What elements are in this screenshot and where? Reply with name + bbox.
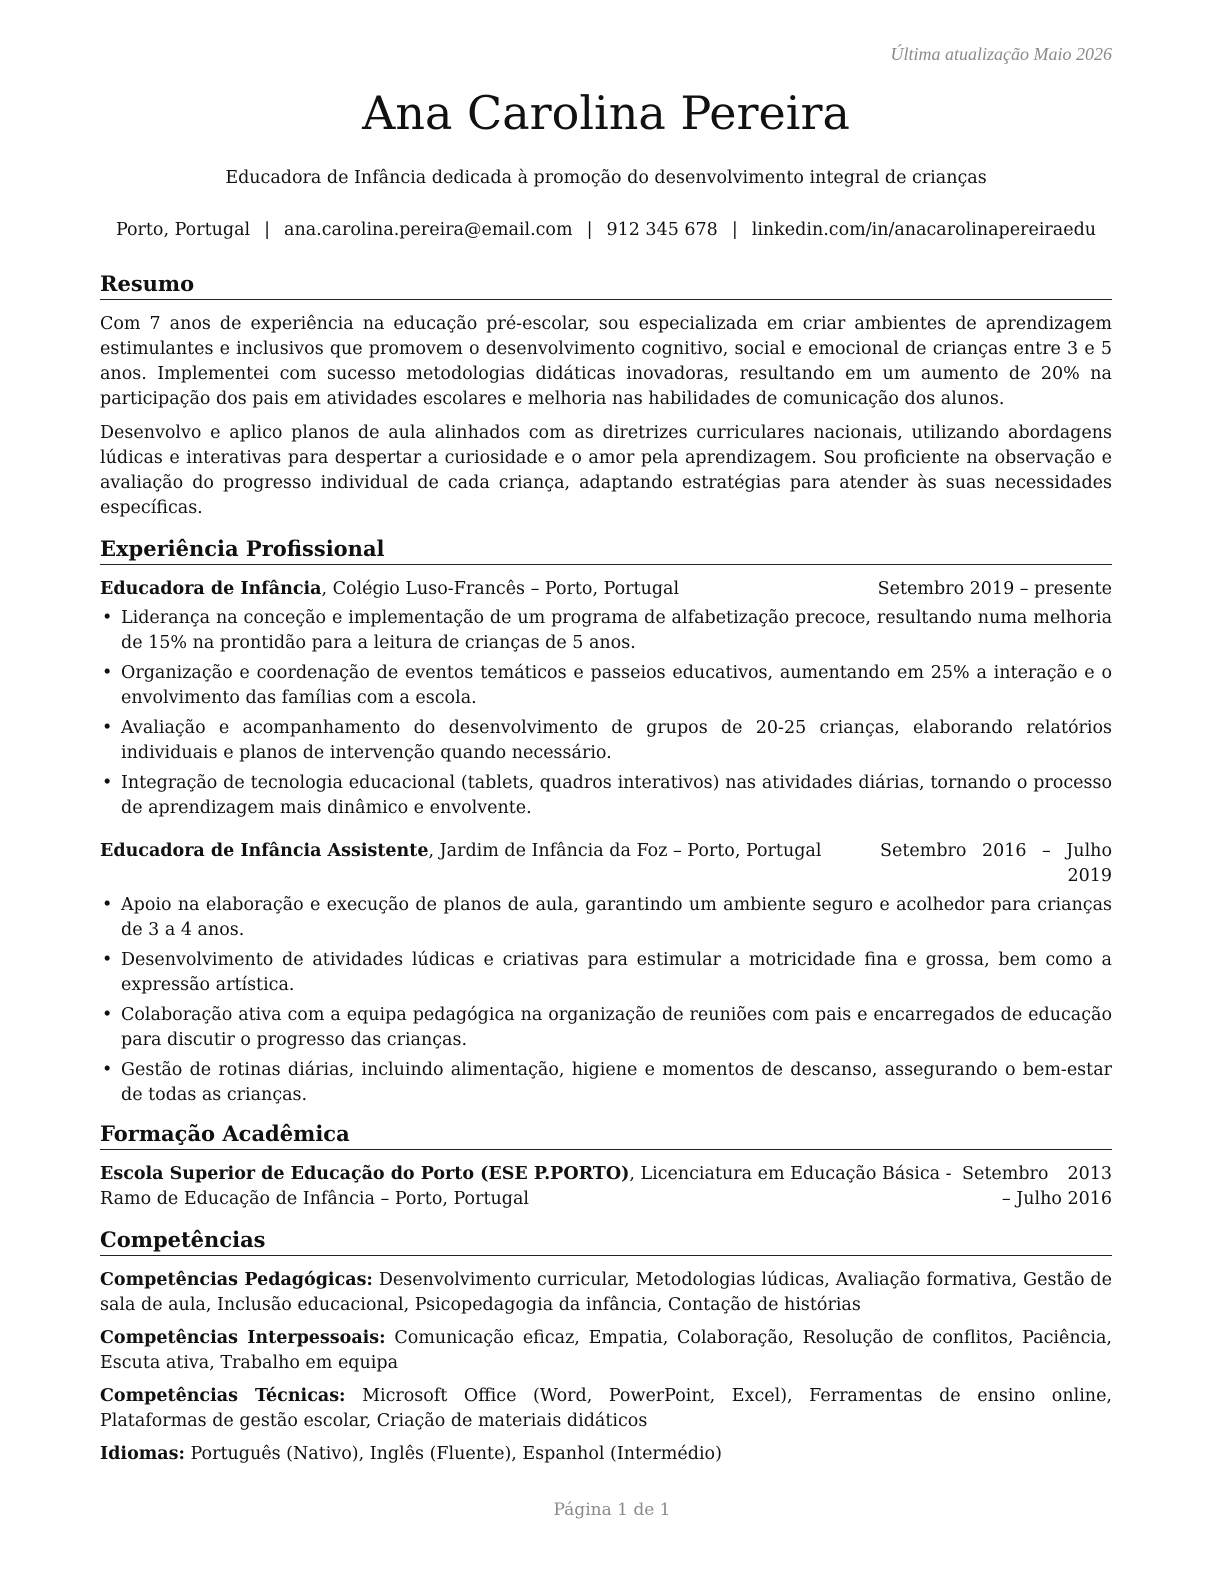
- skill-row: [100, 1326, 1112, 1376]
- job-title-line: [100, 577, 878, 602]
- skill-label: Idiomas:: [100, 1444, 185, 1464]
- skill-row: [100, 1268, 1112, 1318]
- list-item: • Apoio na elaboração e execução de planos de aula, garantindo um ambiente seguro e acolhedor para crianças de 3 a 4 anos.: [100, 893, 1112, 943]
- job-role: Educadora de Infância: [100, 579, 322, 599]
- skill-value: Português (Nativo), Inglês (Fluente), Espanhol (Intermédio): [184, 1444, 722, 1464]
- job-bullets: [100, 606, 1112, 821]
- skill-label: Competências Técnicas:: [100, 1386, 346, 1406]
- section-title-skills: Competências: [100, 1226, 1112, 1256]
- job-org: , Jardim de Infância da Foz – Porto, Portugal: [428, 841, 822, 861]
- list-item: • Desenvolvimento de atividades lúdicas e criativas para estimular a motricidade fina e grossa, bem como a expressão artística.: [100, 948, 1112, 998]
- contact-linkedin[interactable]: linkedin.com/in/anacarolinapereiraedu: [751, 220, 1097, 240]
- candidate-name: Ana Carolina Pereira: [362, 86, 850, 140]
- skill-value: Comunicação eficaz, Empatia, Colaboração, Resolução de conflitos, Paciência, Escuta ativa, Trabalho em equipa: [100, 1328, 1112, 1373]
- job-header: [100, 839, 1112, 889]
- contact-separator: |: [586, 220, 593, 240]
- job-dates: Setembro 2016 – Julho 2019: [880, 841, 1112, 886]
- job-org: , Colégio Luso-Francês – Porto, Portugal: [321, 579, 680, 599]
- contact-location: Porto, Portugal: [115, 220, 251, 240]
- education-degree: , Licenciatura em Educação Básica - Ramo de Educação de Infância – Porto, Portugal: [100, 1164, 952, 1209]
- section-title-education: Formação Acadêmica: [100, 1120, 1112, 1150]
- job-header: [100, 577, 1112, 602]
- section-title-experience: Experiência Profissional: [100, 535, 1112, 565]
- skill-row: [100, 1442, 1112, 1467]
- job-dates: Setembro 2019 – presente: [877, 579, 1112, 599]
- summary-paragraph: Com 7 anos de experiência na educação pré-escolar, sou especializada em criar ambientes de aprendizagem estimulantes e inclusivos que promovem o desenvolvimento cognitivo, social e emocional de crianças entre 3 e 5 anos. Implementei com sucesso metodologias didáticas inovadoras, resultando em um aumento de 20% na participação dos pais em atividades escolares e melhoria nas habilidades de comunicação dos alunos.: [100, 314, 1112, 409]
- skill-label: Competências Pedagógicas:: [100, 1270, 373, 1290]
- list-item: • Avaliação e acompanhamento do desenvolvimento de grupos de 20-25 crianças, elaborando relatórios individuais e planos de intervenção quando necessário.: [100, 716, 1112, 766]
- list-item: • Colaboração ativa com a equipa pedagógica na organização de reuniões com pais e encarregados de educação para discutir o progresso das crianças.: [100, 1003, 1112, 1053]
- section-title-summary: Resumo: [100, 270, 1112, 300]
- education-entry: [100, 1162, 1112, 1212]
- last-updated: Última atualização Maio 2026: [890, 44, 1112, 64]
- list-item: • Gestão de rotinas diárias, incluindo alimentação, higiene e momentos de descanso, assegurando o bem-estar de todas as crianças.: [100, 1058, 1112, 1108]
- education-dates: Setembro 2013 – Julho 2016: [962, 1164, 1112, 1209]
- skill-value: Desenvolvimento curricular, Metodologias lúdicas, Avaliação formativa, Gestão de sala de aula, Inclusão educacional, Psicopedagogia da infância, Contação de histórias: [100, 1270, 1112, 1315]
- tagline: Educadora de Infância dedicada à promoção do desenvolvimento integral de crianças: [225, 168, 987, 188]
- skill-label: Competências Interpessoais:: [100, 1328, 386, 1348]
- education-school: Escola Superior de Educação do Porto (ESE P.PORTO): [100, 1164, 630, 1184]
- summary-paragraph: Desenvolvo e aplico planos de aula alinhados com as diretrizes curriculares nacionais, utilizando abordagens lúdicas e interativas para despertar a curiosidade e o amor pela aprendizagem. Sou proficiente na observação e avaliação do progresso individual de cada criança, adaptando estratégias para atender às suas necessidades específicas.: [100, 423, 1112, 518]
- page-number: Página 1 de 1: [553, 1500, 671, 1520]
- resume-body: [100, 270, 1112, 1475]
- contact-line: [100, 220, 1112, 240]
- contact-separator: |: [264, 220, 271, 240]
- skill-value: Microsoft Office (Word, PowerPoint, Excel), Ferramentas de ensino online, Plataformas de gestão escolar, Criação de materiais didáticos: [100, 1386, 1112, 1431]
- list-item: • Integração de tecnologia educacional (tablets, quadros interativos) nas atividades diárias, tornando o processo de aprendizagem mais dinâmico e envolvente.: [100, 771, 1112, 821]
- contact-email[interactable]: ana.carolina.pereira@email.com: [284, 220, 573, 240]
- job-bullets: [100, 893, 1112, 1108]
- skill-row: [100, 1384, 1112, 1434]
- list-item: • Organização e coordenação de eventos temáticos e passeios educativos, aumentando em 25% a interação e o envolvimento das famílias com a escola.: [100, 661, 1112, 711]
- job-role: Educadora de Infância Assistente: [100, 841, 429, 861]
- contact-separator: |: [731, 220, 738, 240]
- job-title-line: [100, 839, 880, 889]
- contact-phone[interactable]: 912 345 678: [606, 220, 718, 240]
- list-item: • Liderança na conceção e implementação de um programa de alfabetização precoce, resultando numa melhoria de 15% na prontidão para a leitura de crianças de 5 anos.: [100, 606, 1112, 656]
- education-line: [100, 1162, 962, 1212]
